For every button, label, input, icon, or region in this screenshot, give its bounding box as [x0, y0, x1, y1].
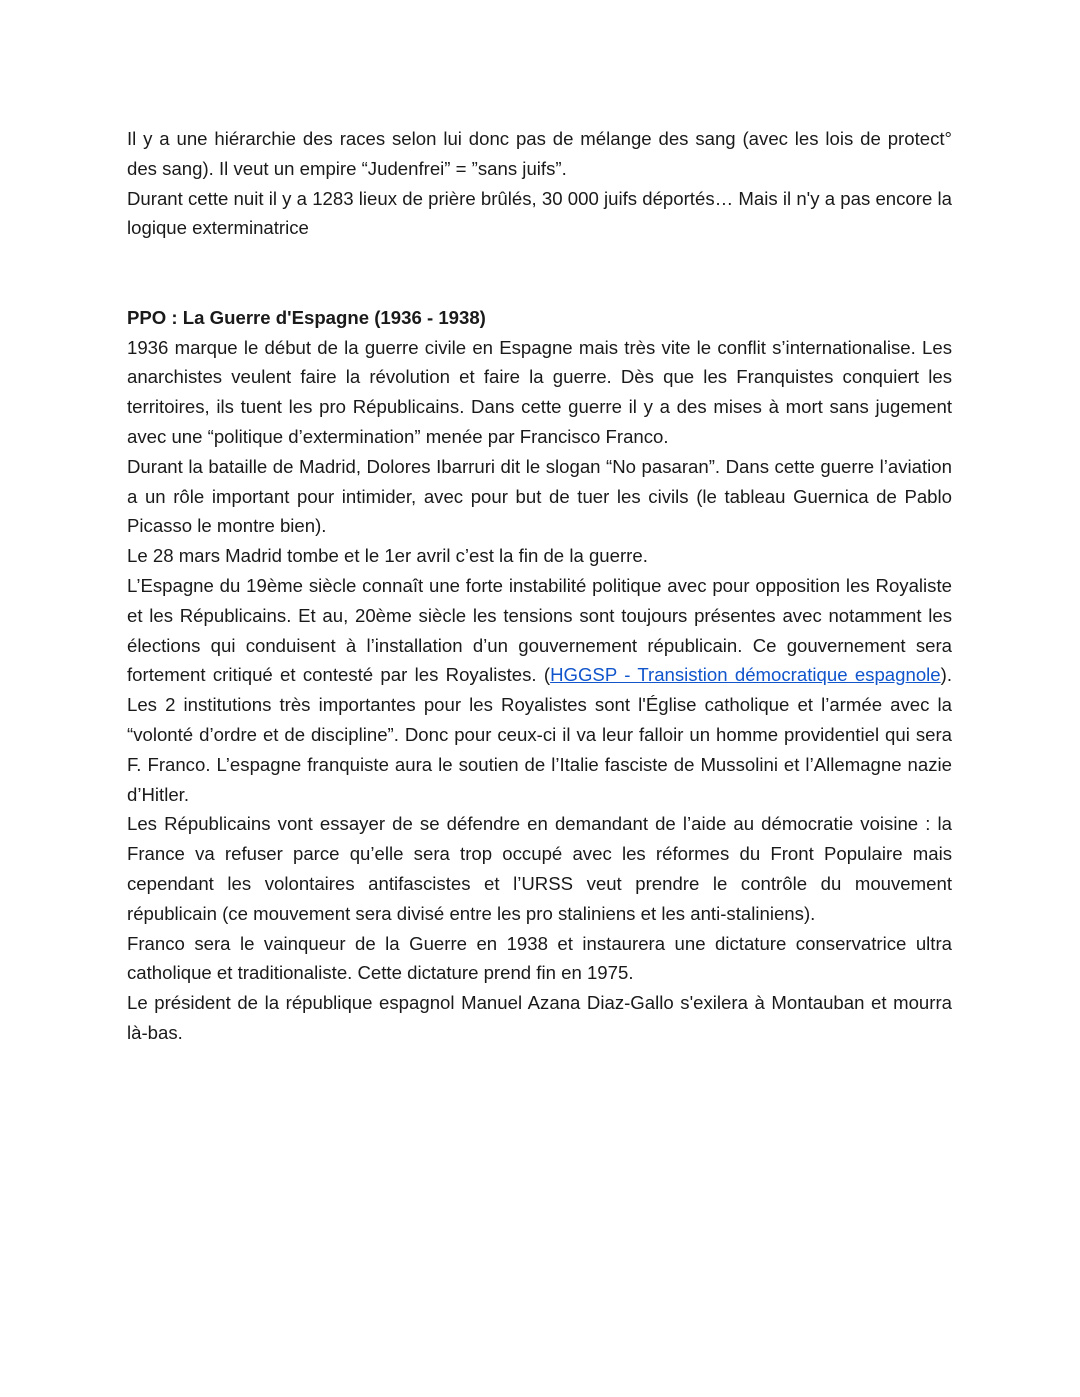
section-spacer: [127, 243, 952, 303]
hggsp-transition-link[interactable]: HGGSP - Transistion démocratique espagnole: [550, 664, 941, 686]
intro-paragraph-1: Il y a une hiérarchie des races selon lui donc pas de mélange des sang (avec les lois de protect° des sang). Il veut un empire “Judenfrei” = ”sans juifs”.: [127, 128, 952, 179]
document-page: [127, 124, 952, 1048]
section-paragraph-6: Franco sera le vainqueur de la Guerre en 1938 et instaurera une dictature conservatrice ultra catholique et traditionaliste. Cette dictature prend fin en 1975.: [127, 932, 952, 984]
section-paragraph-2: Durant la bataille de Madrid, Dolores Ibarruri dit le slogan “No pasaran”. Dans cette guerre l’aviation a un rôle important pour intimider, avec pour but de tuer les civils (le tableau Guernica de Pablo Picasso le montre bien).: [127, 455, 952, 537]
paragraph-4-text-start: L’Espagne du 19ème siècle connaît une forte instabilité politique avec pour opposition les Royaliste et les Républicains. Et au, 20ème siècle les tensions sont toujours présentes avec notamment les élections qui conduisent à l’installation d’un gouvernement républicain. Ce gouvernement sera fortement critiqué et contesté par les Royalistes. (: [127, 574, 952, 686]
section-paragraph-5: Les Républicains vont essayer de se défendre en demandant de l’aide au démocratie voisine : la France va refuser parce qu’elle sera trop occupé avec les réformes du Front Populaire mais cependant les volontaires antifascistes et l’URSS veut prendre le contrôle du mouvement républicain (ce mouvement sera divisé entre les pro staliniens et les anti-staliniens).: [127, 813, 952, 924]
section-paragraph-1: 1936 marque le début de la guerre civile en Espagne mais très vite le conflit s’internationalise. Les anarchistes veulent faire la révolution et faire la guerre. Dès que les Franquistes conquiert les territoires, ils tuent les pro Républicains. Dans cette guerre il y a des mises à mort sans jugement avec une “politique d’extermination” menée par Francisco Franco.: [127, 336, 952, 447]
section-paragraph-3: Le 28 mars Madrid tombe et le 1er avril c’est la fin de la guerre.: [127, 545, 648, 567]
section-heading: PPO : La Guerre d'Espagne (1936 - 1938): [127, 306, 486, 328]
paragraph-4-text-end: ). Les 2 institutions très importantes pour les Royalistes sont l'Église catholique et l’armée avec la “volonté d’ordre et de discipline”. Donc pour ceux-ci il va leur falloir un homme providentiel qui sera F. Franco. L’espagne franquiste aura le soutien de l’Italie fasciste de Mussolini et l’Allemagne nazie d’Hitler.: [127, 664, 952, 805]
section-paragraph-7: Le président de la république espagnol Manuel Azana Diaz-Gallo s'exilera à Montauban et mourra là-bas.: [127, 992, 952, 1043]
section-paragraph-4: [127, 571, 952, 809]
intro-paragraph-2: Durant cette nuit il y a 1283 lieux de prière brûlés, 30 000 juifs déportés… Mais il n'y a pas encore la logique exterminatrice: [127, 187, 952, 239]
